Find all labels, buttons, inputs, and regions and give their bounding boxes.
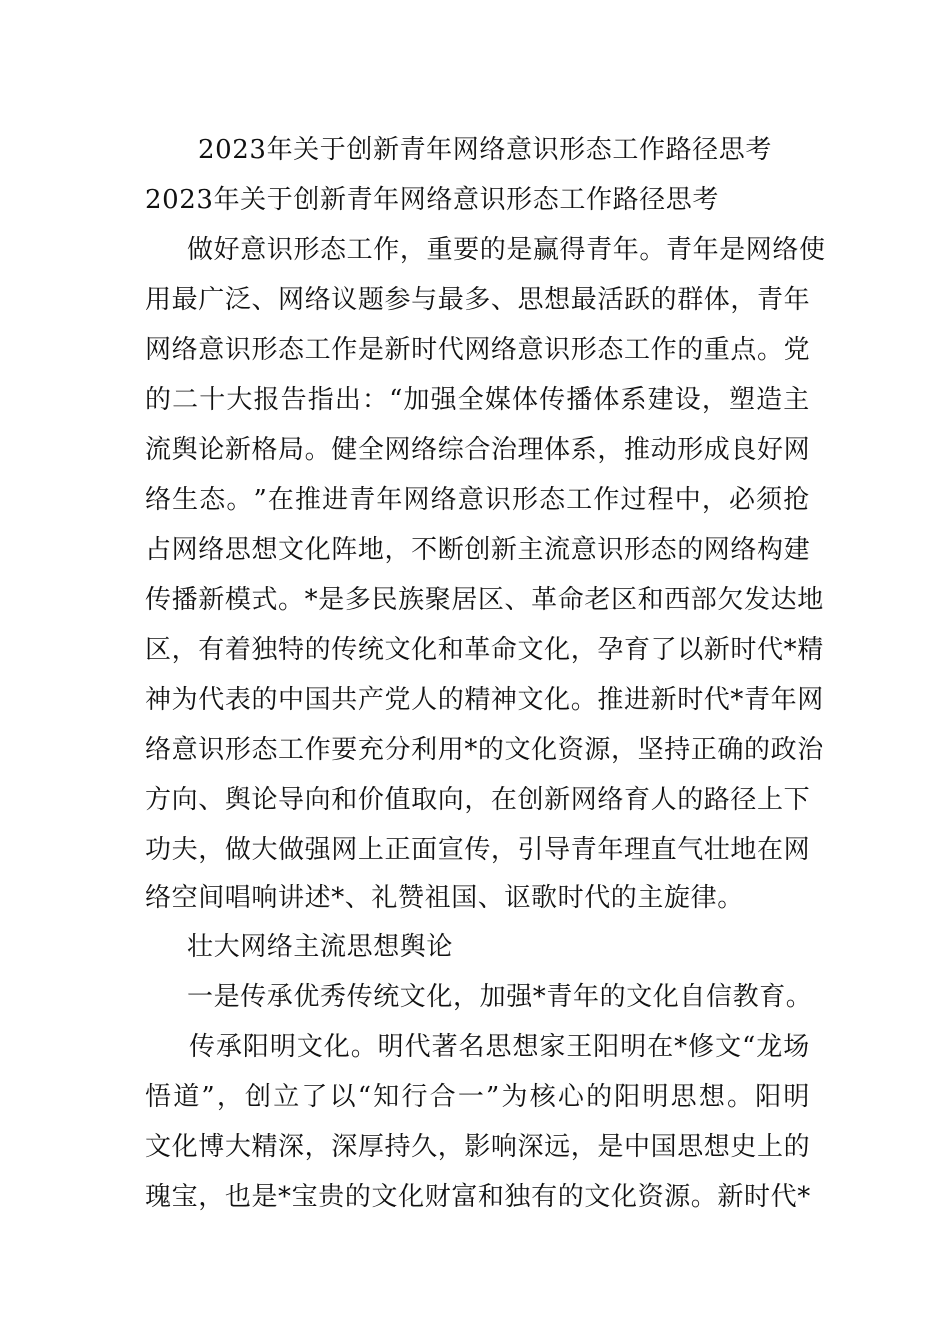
paragraph-line: 络空间唱响讲述*、礼赞祖国、讴歌时代的主旋律。 <box>145 883 744 913</box>
paragraph-line: 传 承 阳 明 文 化 。 明 代 著 名 思 想 家 王 阳 明 在 * 修 文 “ 龙 场 <box>189 1032 810 1062</box>
document-title-centered: 2023年关于创新青年网络意识形态工作路径思考 <box>198 135 772 165</box>
paragraph-line: 传 播 新 模 式 。 * 是 多 民 族 聚 居 区 、 革 命 老 区 和 西 部 欠 发 达 地 <box>145 585 824 615</box>
section-heading: 壮大网络主流思想舆论 <box>187 932 454 962</box>
paragraph-line: 络 意 识 形 态 工 作 要 充 分 利 用 * 的 文 化 资 源 ， 坚 持 正 确 的 政 治 <box>145 735 824 765</box>
paragraph-line: 流 舆 论 新 格 局 。 健 全 网 络 综 合 治 理 体 系 ， 推 动 形 成 良 好 网 <box>145 435 811 465</box>
paragraph-line: 络 生 态 。 ” 在 推 进 青 年 网 络 意 识 形 态 工 作 过 程 中 ， 必 须 抢 <box>145 485 810 515</box>
paragraph-line: 用 最 广 泛 、 网 络 议 题 参 与 最 多 、 思 想 最 活 跃 的 群 体 ， 青 年 <box>145 285 811 315</box>
paragraph-line: 的 二 十 大 报 告 指 出 ： “ 加 强 全 媒 体 传 播 体 系 建 设 ， 塑 造 主 <box>145 385 810 415</box>
subheading: 一是传承优秀传统文化，加强*青年的文化自信教育。 <box>187 982 813 1012</box>
paragraph-line: 占 网 络 思 想 文 化 阵 地 ， 不 断 创 新 主 流 意 识 形 态 的 网 络 构 建 <box>145 535 811 565</box>
paragraph-line: 悟 道 ” ， 创 立 了 以 “ 知 行 合 一 ” 为 核 心 的 阳 明 思 想 。 阳 明 <box>145 1082 810 1112</box>
paragraph-line: 方 向 、 舆 论 导 向 和 价 值 取 向 ， 在 创 新 网 络 育 人 的 路 径 上 下 <box>145 785 811 815</box>
paragraph-line: 网 络 意 识 形 态 工 作 是 新 时 代 网 络 意 识 形 态 工 作 的 重 点 。 党 <box>145 335 811 365</box>
paragraph-line: 区 ， 有 着 独 特 的 传 统 文 化 和 革 命 文 化 ， 孕 育 了 以 新 时 代 * 精 <box>145 635 824 665</box>
paragraph-line: 功 夫 ， 做 大 做 强 网 上 正 面 宣 传 ， 引 导 青 年 理 直 气 壮 地 在 网 <box>145 835 811 865</box>
paragraph-line: 做 好 意 识 形 态 工 作 ， 重 要 的 是 赢 得 青 年 。 青 年 是 网 络 使 <box>187 235 826 265</box>
paragraph-line: 神 为 代 表 的 中 国 共 产 党 人 的 精 神 文 化 。 推 进 新 时 代 * 青 年 网 <box>145 685 824 715</box>
paragraph-line: 瑰 宝 ， 也 是 * 宝 贵 的 文 化 财 富 和 独 有 的 文 化 资 源 。 新 时 代 * <box>145 1182 811 1212</box>
document-title: 2023年关于创新青年网络意识形态工作路径思考 <box>145 185 719 215</box>
paragraph-line: 文 化 博 大 精 深 ， 深 厚 持 久 ， 影 响 深 远 ， 是 中 国 思 想 史 上 的 <box>145 1132 811 1162</box>
